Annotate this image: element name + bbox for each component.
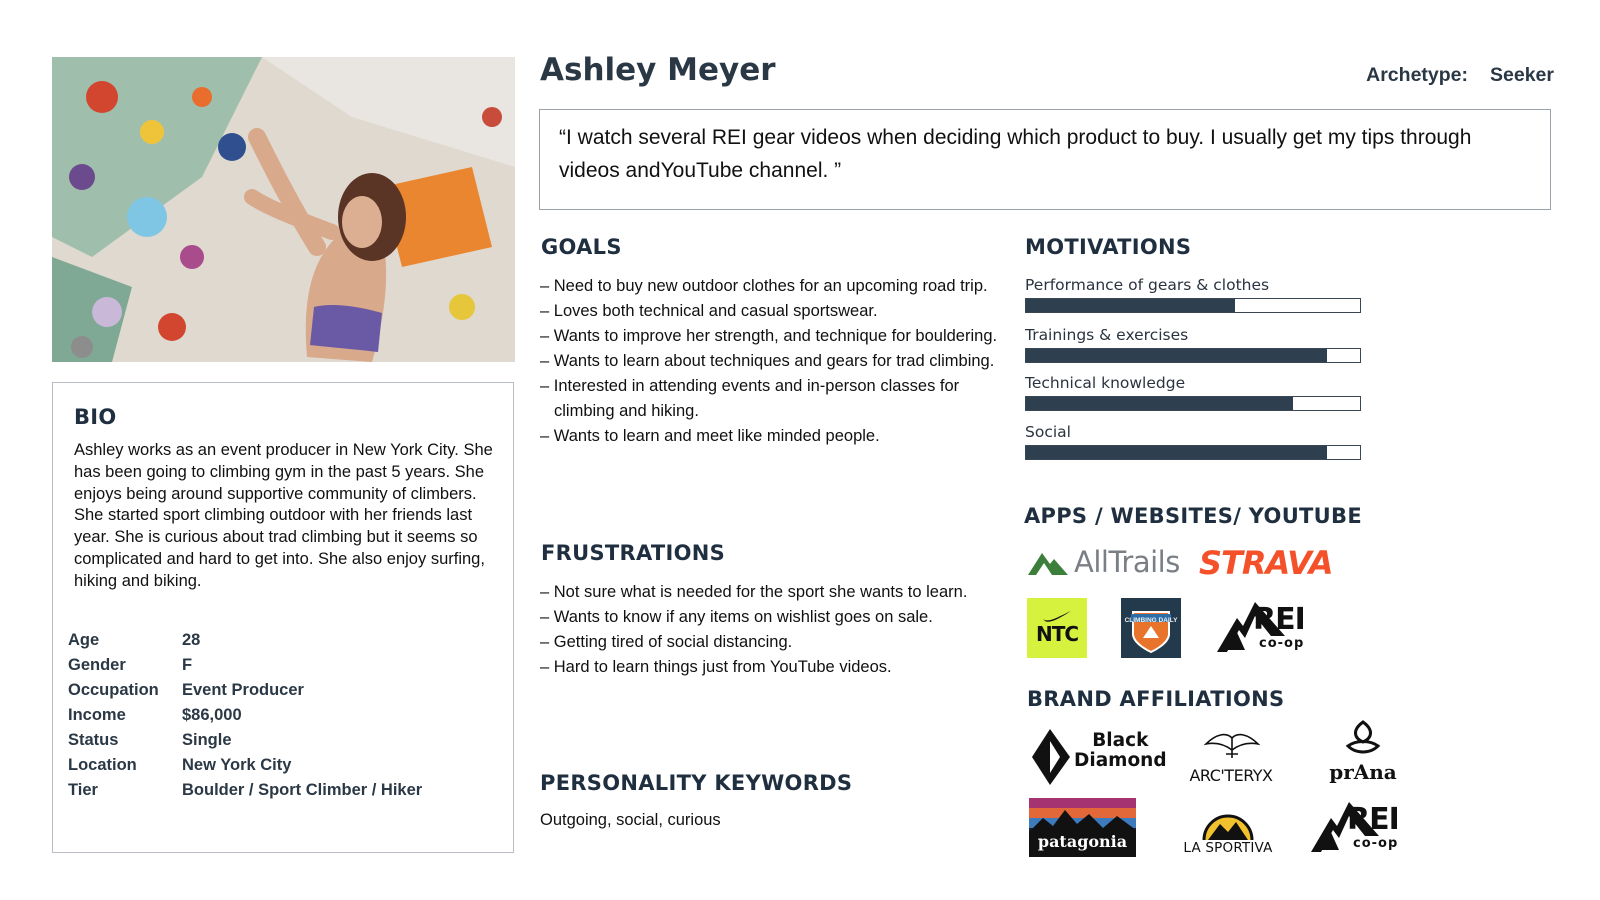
archaeopteryx-icon (1176, 724, 1286, 764)
ntc-wordmark: NTC (1035, 622, 1079, 646)
stat-row-status (68, 728, 422, 753)
demographics-table (68, 628, 422, 803)
alltrails-mountain-icon (1026, 547, 1070, 577)
stat-value: New York City (182, 756, 292, 774)
personality-heading: PERSONALITY KEYWORDS (540, 771, 853, 795)
patagonia-wordmark: patagonia (1037, 832, 1128, 851)
alltrails-wordmark: AllTrails (1074, 545, 1180, 579)
brand-affiliations-heading: BRAND AFFILIATIONS (1027, 687, 1285, 711)
motivation-bar (1025, 348, 1361, 363)
persona-quote: “I watch several REI gear videos when deciding which product to buy. I usually get my tips through videos andYouTube channel. ” (559, 126, 1472, 182)
archetype-label: Archetype: (1366, 64, 1469, 86)
motivation-bar-fill (1026, 299, 1235, 312)
stat-label: Location (68, 756, 137, 774)
rei-coop-wordmark: co-op (1353, 836, 1399, 851)
archetype-value: Seeker (1490, 64, 1554, 86)
list-item: – Need to buy new outdoor clothes for an upcoming road trip. (540, 274, 1020, 299)
goals-heading: GOALS (541, 235, 622, 259)
stat-row-age (68, 628, 422, 653)
stat-row-gender (68, 653, 422, 678)
motivation-label: Social (1025, 423, 1071, 441)
frustrations-heading: FRUSTRATIONS (541, 541, 726, 565)
motivation-item (1025, 374, 1365, 411)
list-item: – Wants to improve her strength, and technique for bouldering. (540, 324, 1020, 349)
motivation-bar-fill (1026, 397, 1293, 410)
list-item: – Wants to know if any items on wishlist goes on sale. (540, 605, 1010, 630)
motivation-item (1025, 276, 1365, 313)
quote-box (539, 109, 1551, 210)
prana-logo (1318, 720, 1408, 786)
stat-value: Single (182, 731, 232, 749)
black-diamond-icon (1030, 727, 1074, 787)
rei-coop-wordmark: co-op (1259, 636, 1305, 651)
stat-row-occupation (68, 678, 422, 703)
motivation-bar (1025, 298, 1361, 313)
alltrails-logo (1026, 545, 1180, 579)
prana-symbol-icon (1318, 720, 1408, 760)
arcteryx-logo (1176, 724, 1286, 788)
la-sportiva-sun-icon (1168, 806, 1288, 842)
nike-swoosh-icon (1042, 610, 1072, 622)
rei-logo-apps (1215, 596, 1311, 660)
motivation-bar (1025, 445, 1361, 460)
stat-label: Tier (68, 781, 98, 799)
list-item: – Wants to learn and meet like minded people. (540, 424, 1020, 449)
rei-wordmark: REI (1253, 602, 1305, 637)
motivation-bar (1025, 396, 1361, 411)
stat-value: 28 (182, 631, 201, 649)
list-item: – Loves both technical and casual sportswear. (540, 299, 1020, 324)
motivation-label: Technical knowledge (1025, 374, 1186, 392)
stat-row-location (68, 753, 422, 778)
motivation-label: Trainings & exercises (1025, 326, 1189, 344)
stat-label: Income (68, 706, 126, 724)
stat-value: F (182, 656, 193, 674)
stat-value: $86,000 (182, 706, 242, 724)
stat-value: Boulder / Sport Climber / Hiker (182, 781, 423, 799)
bio-card (52, 382, 514, 853)
motivation-bar-fill (1026, 446, 1327, 459)
motivation-label: Performance of gears & clothes (1025, 276, 1270, 294)
climbing-daily-badge-icon (1121, 598, 1181, 658)
la-sportiva-logo (1168, 806, 1288, 858)
stat-label: Status (68, 731, 119, 749)
climbing-daily-wordmark: CLIMBING DAILY (1124, 617, 1178, 624)
motivation-item (1025, 326, 1365, 363)
black-diamond-logo (1030, 727, 1166, 791)
persona-photo (52, 57, 515, 362)
list-item: – Hard to learn things just from YouTube videos. (540, 655, 1010, 680)
frustrations-list (540, 580, 1010, 680)
climbing-daily-logo (1121, 598, 1181, 658)
arcteryx-wordmark: ARC'TERYX (1189, 766, 1273, 785)
motivation-bar-fill (1026, 349, 1327, 362)
apps-heading: APPS / WEBSITES/ YOUTUBE (1024, 504, 1362, 528)
persona-name: Ashley Meyer (540, 52, 776, 88)
goals-list (540, 274, 1020, 449)
prana-wordmark: prAna (1329, 760, 1397, 784)
stat-label: Gender (68, 656, 126, 674)
motivations-heading: MOTIVATIONS (1025, 235, 1192, 259)
list-item: – Not sure what is needed for the sport she wants to learn. (540, 580, 1010, 605)
stat-row-income (68, 703, 422, 728)
stat-label: Occupation (68, 681, 159, 699)
list-item: – Getting tired of social distancing. (540, 630, 1010, 655)
bio-text: Ashley works as an event producer in New York City. She has been going to climbing gym in the past 5 years. She enjoys being around supportive community of climbers. She started sport climbing outdoor with her friends last year. She is curious about trad climbing but it seems so complicated and hard to get into. She also enjoy surfing, hiking and biking. (74, 441, 493, 590)
rei-logo-brands (1309, 796, 1405, 860)
patagonia-logo (1029, 798, 1136, 857)
strava-logo: STRAVA (1199, 544, 1333, 582)
stat-row-tier (68, 778, 422, 803)
la-sportiva-wordmark: LA SPORTIVA (1183, 840, 1273, 856)
rei-wordmark: REI (1347, 802, 1399, 837)
climbing-wall-illustration (52, 57, 515, 362)
stat-label: Age (68, 631, 100, 649)
stat-value: Event Producer (182, 681, 304, 699)
black-diamond-wordmark: Black Diamond (1074, 730, 1167, 771)
list-item: – Interested in attending events and in-person classes for climbing and hiking. (540, 374, 1020, 424)
bio-heading: BIO (74, 405, 117, 429)
archetype (1366, 64, 1554, 87)
motivation-item (1025, 423, 1365, 460)
personality-keywords: Outgoing, social, curious (540, 811, 721, 829)
list-item: – Wants to learn about techniques and gears for trad climbing. (540, 349, 1020, 374)
ntc-logo (1027, 598, 1087, 658)
